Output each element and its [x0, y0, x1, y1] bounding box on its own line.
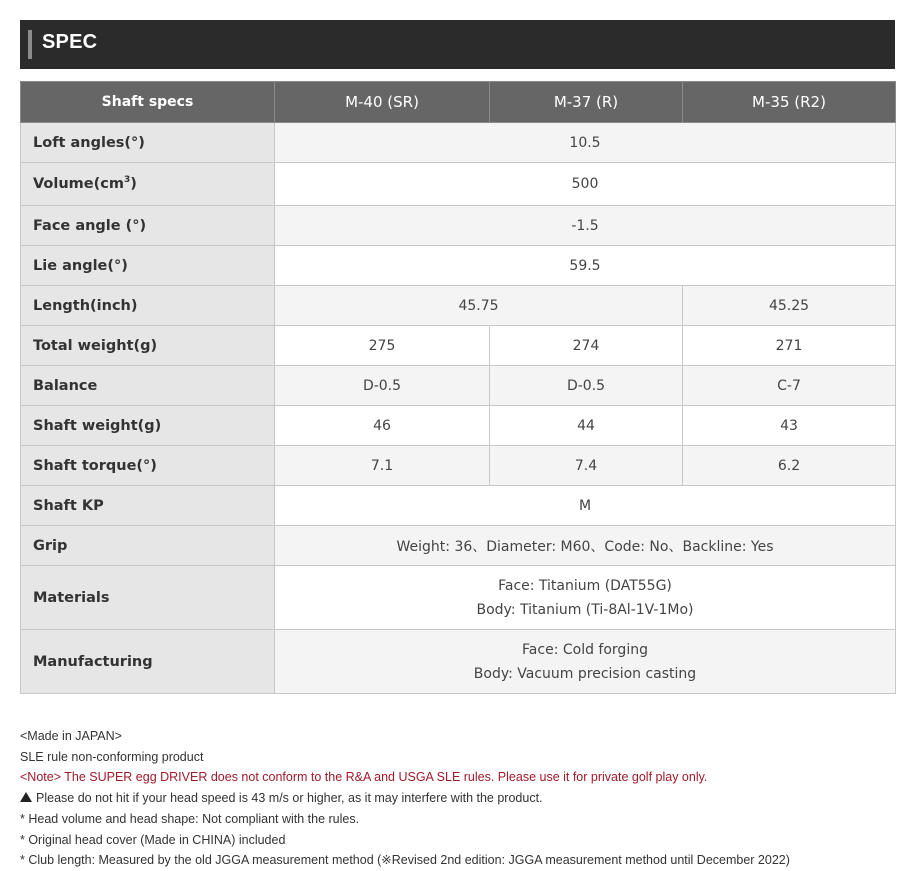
- header-shaft-m40: M-40 (SR): [275, 82, 490, 123]
- value-manufacturing: [275, 630, 896, 694]
- note-head-speed-line: [20, 788, 900, 809]
- row-balance: [21, 366, 896, 406]
- row-loft: [21, 123, 896, 163]
- value-length-m35: 45.25: [683, 286, 896, 326]
- label-volume-sup: 3: [123, 175, 131, 185]
- label-shaft-weight: Shaft weight(g): [21, 406, 275, 446]
- row-shaft-kp: [21, 486, 896, 526]
- note-head-cover: * Original head cover (Made in CHINA) included: [20, 832, 286, 847]
- row-shaft-torque: [21, 446, 896, 486]
- label-face-angle: Face angle (°): [21, 206, 275, 246]
- value-volume: 500: [275, 163, 896, 206]
- value-shaft-torque-m37: 7.4: [490, 446, 683, 486]
- row-face-angle: [21, 206, 896, 246]
- label-balance: Balance: [21, 366, 275, 406]
- value-balance-m40: D-0.5: [275, 366, 490, 406]
- label-shaft-torque: Shaft torque(°): [21, 446, 275, 486]
- row-lie-angle: [21, 246, 896, 286]
- label-volume-end: ): [130, 176, 137, 192]
- value-length-m40-m37: 45.75: [275, 286, 683, 326]
- note-head-volume: * Head volume and head shape: Not compliant with the rules.: [20, 811, 360, 826]
- label-lie-angle: Lie angle(°): [21, 246, 275, 286]
- value-shaft-weight-m40: 46: [275, 406, 490, 446]
- page-title: SPEC: [42, 31, 98, 53]
- row-total-weight: [21, 326, 896, 366]
- value-total-weight-m40: 275: [275, 326, 490, 366]
- label-total-weight: Total weight(g): [21, 326, 275, 366]
- label-loft: Loft angles(°): [21, 123, 275, 163]
- value-balance-m35: C-7: [683, 366, 896, 406]
- header-shaft-specs: Shaft specs: [21, 82, 275, 123]
- value-loft: 10.5: [275, 123, 896, 163]
- row-manufacturing: [21, 630, 896, 694]
- value-shaft-torque-m35: 6.2: [683, 446, 896, 486]
- label-length: Length(inch): [21, 286, 275, 326]
- value-balance-m37: D-0.5: [490, 366, 683, 406]
- note-warning: <Note> The SUPER egg DRIVER does not conform to the R&A and USGA SLE rules. Please use it for private golf play only.: [20, 770, 708, 785]
- spec-title-bar: [20, 20, 895, 69]
- label-grip: Grip: [21, 526, 275, 566]
- value-total-weight-m35: 271: [683, 326, 896, 366]
- label-materials: Materials: [21, 566, 275, 630]
- value-shaft-kp: M: [275, 486, 896, 526]
- note-made-in: <Made in JAPAN>: [20, 729, 122, 743]
- value-total-weight-m37: 274: [490, 326, 683, 366]
- value-shaft-torque-m40: 7.1: [275, 446, 490, 486]
- label-manufacturing: Manufacturing: [21, 630, 275, 694]
- value-shaft-weight-m37: 44: [490, 406, 683, 446]
- row-shaft-weight: [21, 406, 896, 446]
- title-accent-bar: [28, 30, 32, 59]
- row-length: [21, 286, 896, 326]
- materials-face: Face: Titanium (DAT55G): [498, 577, 672, 594]
- warning-triangle-icon: [20, 792, 32, 802]
- row-materials: [21, 566, 896, 630]
- notes-block: [20, 726, 900, 871]
- header-shaft-m35: M-35 (R2): [683, 82, 896, 123]
- manufacturing-face: Face: Cold forging: [522, 641, 648, 658]
- materials-body: Body: Titanium (Ti-8Al-1V-1Mo): [476, 601, 694, 618]
- table-header-row: [21, 82, 896, 123]
- spec-table: [20, 81, 896, 694]
- value-grip: Weight: 36、Diameter: M60、Code: No、Backline: Yes: [275, 526, 896, 566]
- row-grip: [21, 526, 896, 566]
- label-volume-main: Volume(cm: [33, 176, 124, 192]
- row-volume: [21, 163, 896, 206]
- value-face-angle: -1.5: [275, 206, 896, 246]
- manufacturing-body: Body: Vacuum precision casting: [473, 665, 697, 682]
- note-head-speed: Please do not hit if your head speed is 43 m/s or higher, as it may interfere with the product.: [36, 791, 543, 806]
- note-rule: SLE rule non-conforming product: [20, 749, 204, 764]
- label-volume: [21, 163, 275, 206]
- value-shaft-weight-m35: 43: [683, 406, 896, 446]
- note-club-length: * Club length: Measured by the old JGGA measurement method (※Revised 2nd edition: JGGA measurement method until December 2022): [20, 853, 790, 868]
- value-materials: [275, 566, 896, 630]
- value-lie-angle: 59.5: [275, 246, 896, 286]
- label-shaft-kp: Shaft KP: [21, 486, 275, 526]
- header-shaft-m37: M-37 (R): [490, 82, 683, 123]
